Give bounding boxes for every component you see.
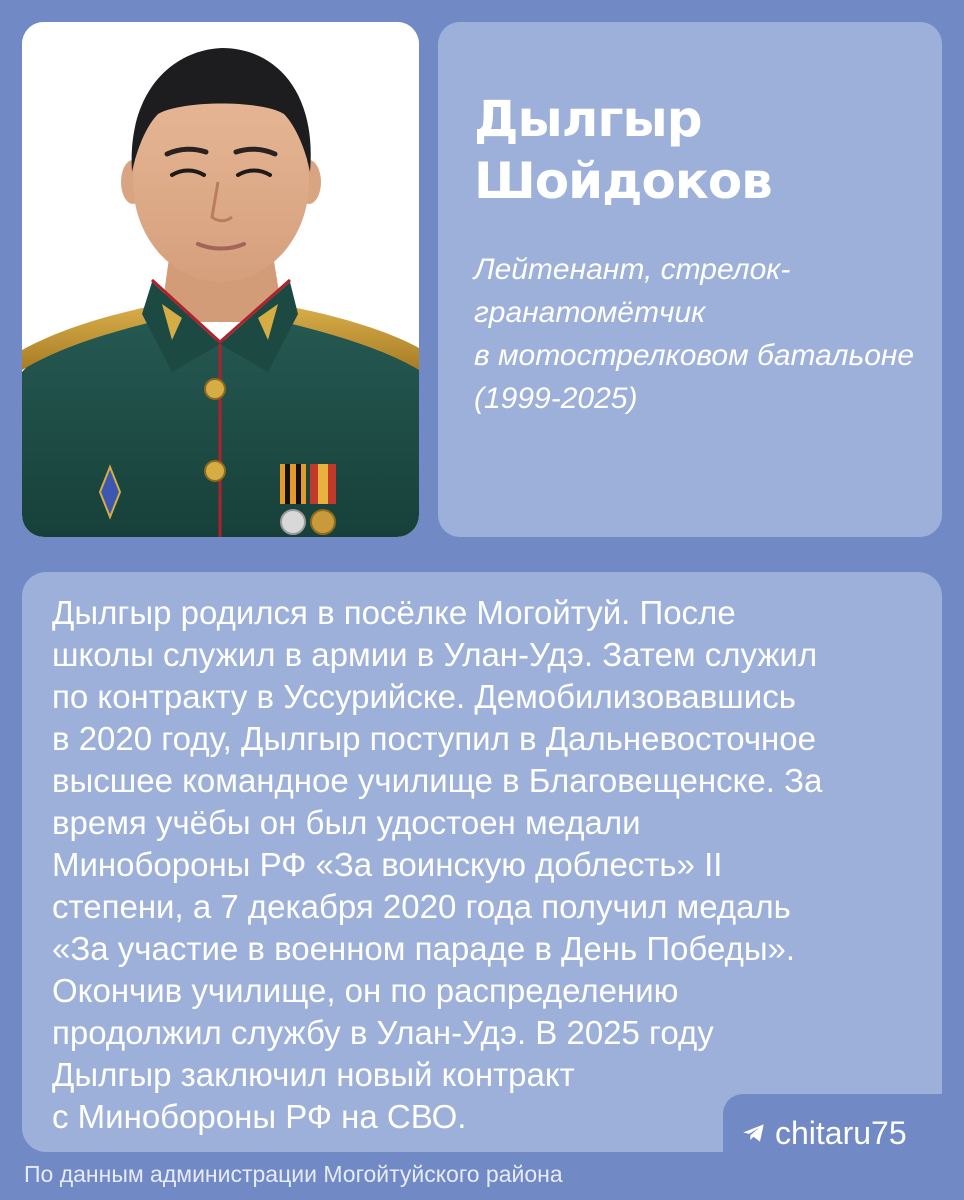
bio-line: по контракту в Уссурийске. Демобилизовавшись (52, 678, 796, 715)
person-name-line: Дылгыр (474, 90, 702, 148)
person-name (474, 88, 912, 212)
person-name-line: Шойдоков (474, 152, 772, 210)
life-years: (1999-2025) (474, 382, 638, 415)
bio-line: «За участие в военном параде в День Победы». (52, 930, 796, 967)
bio-line: Минобороны РФ «За воинскую доблесть» II (52, 846, 723, 883)
bio-line: школы служил в армии в Улан-Удэ. Затем служил (52, 636, 818, 673)
telegram-plane-icon (741, 1120, 767, 1146)
bio-line: высшее командное училище в Благовещенске. За (52, 762, 823, 799)
role-line: Лейтенант, стрелок- (474, 253, 791, 286)
role-line: в мотострелковом батальоне (474, 339, 915, 372)
portrait-photo (22, 22, 419, 537)
portrait-image (22, 22, 419, 537)
role-line: гранатомётчик (474, 296, 706, 329)
channel-link[interactable] (741, 1112, 907, 1154)
bio-line: продолжил службу в Улан-Удэ. В 2025 году (52, 1014, 714, 1051)
bio-line: Окончив училище, он по распределению (52, 972, 679, 1009)
bio-line: время учёбы он был удостоен медали (52, 804, 641, 841)
biography-card (22, 572, 942, 1152)
bio-line: Дылгыр заключил новый контракт (52, 1056, 575, 1093)
bio-line: с Минобороны РФ на СВО. (52, 1098, 467, 1135)
channel-handle: chitaru75 (775, 1114, 907, 1151)
bio-line: степени, а 7 декабря 2020 года получил медаль (52, 888, 791, 925)
rank-and-role (474, 248, 915, 420)
bio-line: в 2020 году, Дылгыр поступил в Дальневосточное (52, 720, 816, 757)
bio-line: Дылгыр родился в посёлке Могойтуй. После (52, 594, 736, 631)
source-note: По данным администрации Могойтуйского района (24, 1161, 563, 1187)
profile-card (438, 22, 942, 537)
